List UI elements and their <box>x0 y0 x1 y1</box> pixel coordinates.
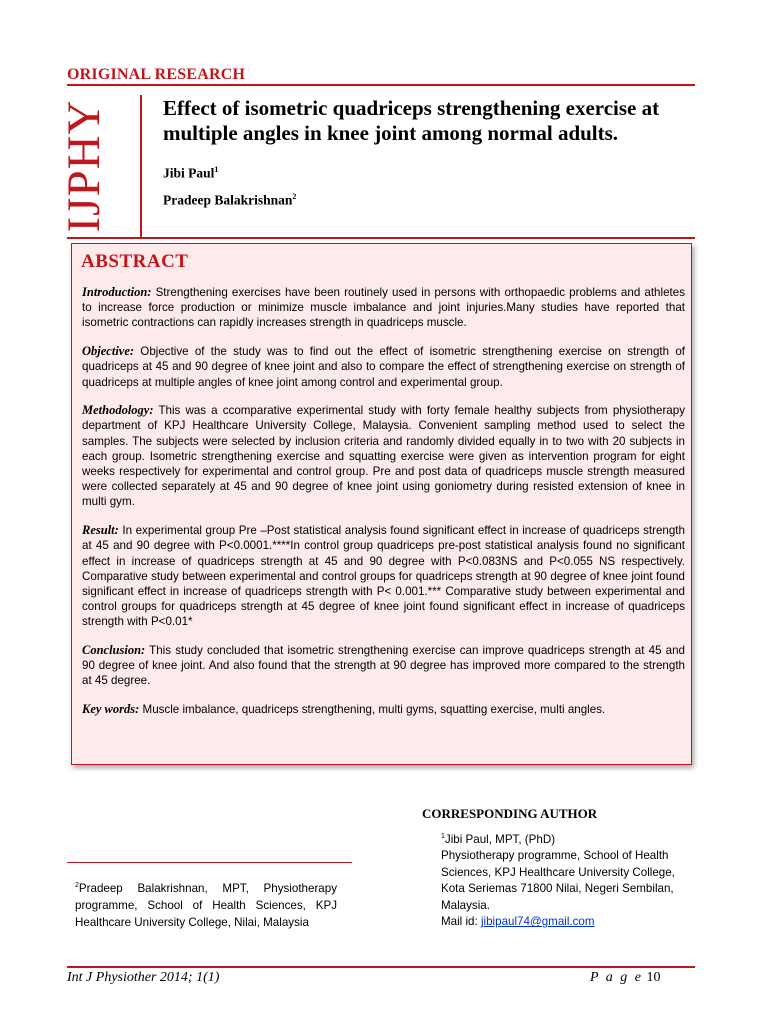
section-text: This study concluded that isometric strengthening exercise can improve quadriceps strength at 45 and 90 degree of knee joint. And also found that the strength at 90 degree has improved more compared to the strength at 45 degree. <box>82 644 685 688</box>
corresponding-author-heading: CORRESPONDING AUTHOR <box>422 806 598 821</box>
section-text: Muscle imbalance, quadriceps strengthening, multi gyms, squatting exercise, multi angles. <box>142 703 606 717</box>
abstract-heading: ABSTRACT <box>81 251 189 272</box>
corresponding-author-address: Physiotherapy programme, School of Health Sciences, KPJ Healthcare University College, Kota Seriemas 71800 Nilai, Negeri Sembilan, Malaysia. <box>441 849 675 912</box>
page-label: P a g e <box>590 970 644 985</box>
abstract-body <box>82 285 685 731</box>
corresponding-author-name <box>441 829 711 848</box>
author-affiliation-mark: 1 <box>214 165 219 174</box>
section-label: ORIGINAL RESEARCH <box>67 66 246 83</box>
affiliation-mark: 1 <box>441 833 445 840</box>
footer-rule <box>67 966 695 968</box>
mail-label: Mail id: <box>441 915 481 929</box>
author-name: Pradeep Balakrishnan <box>163 192 293 208</box>
corresponding-author-details <box>441 829 711 931</box>
abstract-result <box>82 523 685 629</box>
author-affiliation-mark: 2 <box>292 192 297 201</box>
affiliation-mark: 2 <box>75 882 79 889</box>
section-text: This was a ccomparative experimental study with forty female healthy subjects from physiotherapy department of KPJ Healthcare University College, Malaysia. Convenient sampling method used to select the samples. The subjects were selected by inclusion criteria and randomly divided equally in to two with 20 subjects in each group. Isometric strengthening exercise and squatting exercise were given as intervention program for eight weeks respectively for experimental and control group. Pre and post data of quadriceps muscle strength measured were collected separately at 45 and 90 degree of knee joint using goniometry during resisted extension of knee in multi gym. <box>82 404 685 509</box>
footnote-rule <box>67 862 352 863</box>
page-number-value: 10 <box>646 970 661 985</box>
abstract-objective <box>82 344 685 390</box>
section-label-introduction: Introduction: <box>82 285 152 299</box>
author-name: Jibi Paul <box>163 165 215 181</box>
section-label-result: Result: <box>82 523 119 538</box>
corresponding-author-mail <box>441 914 711 931</box>
journal-mark-text: IJPHY <box>58 99 110 233</box>
abstract-methodology <box>82 403 685 509</box>
header-rule <box>67 84 695 86</box>
abstract-introduction <box>82 285 685 331</box>
footnote-text: Pradeep Balakrishnan, MPT, Physiotherapy programme, School of Health Sciences, KPJ Healthcare University College, Nilai, Malaysia <box>75 881 337 929</box>
author-2 <box>163 192 296 209</box>
affiliation-footnote <box>75 877 337 931</box>
abstract-box <box>71 243 692 765</box>
section-label-methodology: Methodology: <box>82 403 154 418</box>
title-divider <box>140 95 142 237</box>
email-link[interactable]: jibipaul74@gmail.com <box>480 915 595 929</box>
section-label-objective: Objective: <box>82 344 135 359</box>
journal-citation: Int J Physiother 2014; 1(1) <box>67 970 220 985</box>
page-number <box>590 970 661 986</box>
section-label-conclusion: Conclusion: <box>82 643 146 658</box>
section-text: Objective of the study was to find out the effect of isometric strengthening exercise on strength of quadriceps at 45 and 90 degree of knee joint and also to compare the effect of strengthening exercise on strength of quadriceps at multiple angles of knee joint among control and experimental group. <box>82 345 685 389</box>
journal-logo <box>40 96 128 236</box>
article-title: Effect of isometric quadriceps strengthening exercise at multiple angles in knee joint among normal adults. <box>163 96 660 145</box>
author-name-line: Jibi Paul, MPT, (PhD) <box>444 832 556 846</box>
abstract-conclusion <box>82 643 685 689</box>
abstract-keywords <box>82 702 685 717</box>
section-label-keywords: Key words: <box>82 702 140 717</box>
abstract-top-rule <box>67 237 695 239</box>
section-text: Strengthening exercises have been routinely used in persons with orthopaedic problems and athletes to increase force production or minimize muscle imbalance and joint injuries.Many studies have reported that isometric contractions can rapidly increases strength in quadriceps muscle. <box>82 286 685 330</box>
author-1 <box>163 165 218 182</box>
section-text: In experimental group Pre –Post statistical analysis found significant effect in increase of quadriceps strength at 45 and 90 degree with P<0.0001.****In control group quadriceps pre-post statistical analysis found no significant effect in increase of quadriceps strength at 45 and 90 degree with P<0.083NS and P<0.055 NS respectively. Comparative study between experimental and control groups for quadriceps strength at 90 degree of knee joint found significant effect in increase of quadriceps strength with P< 0.001.*** Comparative study between experimental and control groups for quadriceps strength at 45 degree of knee joint found significant effect in increase of quadriceps strength with P<0.01* <box>82 524 685 629</box>
